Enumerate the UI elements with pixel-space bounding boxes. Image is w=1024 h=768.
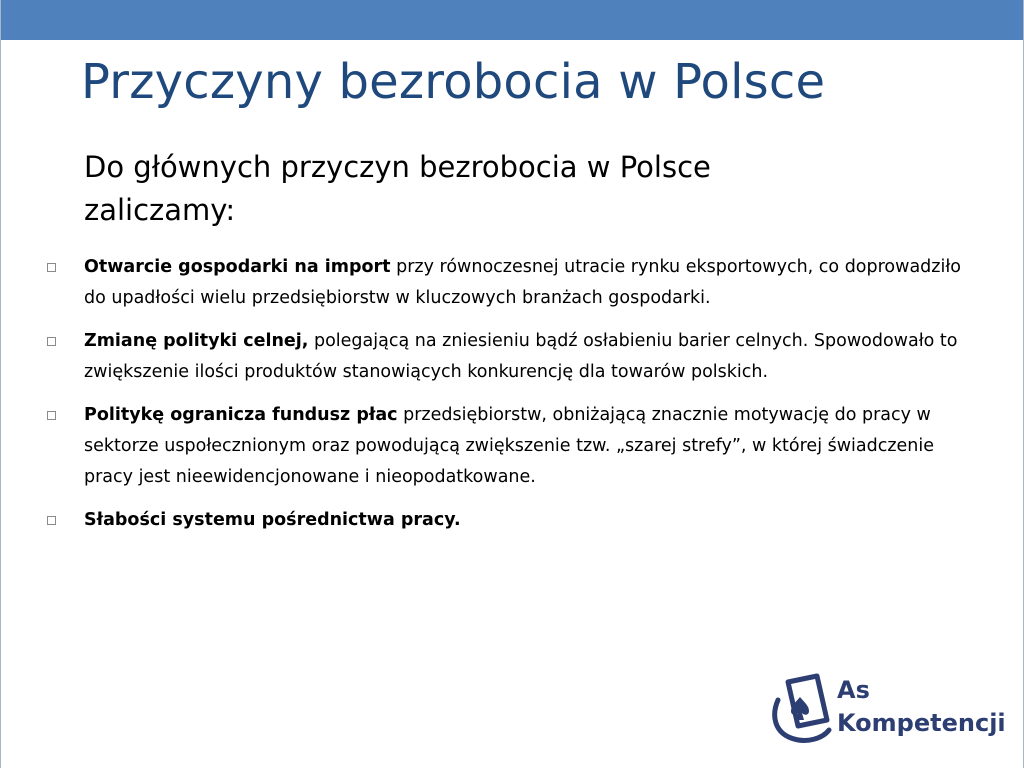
top-accent-bar [1, 0, 1024, 40]
bullet-item [47, 400, 977, 493]
spade-card-icon [769, 672, 833, 744]
bullet-list [47, 252, 977, 548]
bullet-text: polegającą na zniesieniu bądź osłabieniu barier celnych. Spowodowało to zwiększenie ilości produktów stanowiących konkurencję dla towarów polskich. [84, 331, 958, 382]
intro-text: Do głównych przyczyn bezrobocia w Polsce zaliczamy: [84, 150, 711, 227]
as-kompetencji-logo [769, 672, 1006, 744]
slide-title: Przyczyny bezrobocia w Polsce [81, 54, 826, 110]
logo-line-2: Kompetencji [837, 709, 1006, 737]
bullet-bold-text: Politykę ogranicza fundusz płac [84, 405, 398, 425]
bullet-text: przedsiębiorstw, obniżającą znacznie motywację do pracy w sektorze uspołecznionym oraz powodującą zwiększenie tzw. „szarej strefy”, w której świadczenie pracy jest nieewidencjonowane i nieopodatkowane. [84, 405, 935, 487]
bullet-bold-text: Słabości systemu pośrednictwa pracy. [84, 510, 461, 530]
square-bullet-icon [47, 263, 56, 272]
bullet-bold-text: Otwarcie gospodarki na import [84, 257, 391, 277]
square-bullet-icon [47, 337, 56, 346]
bullet-text: przy równoczesnej utracie rynku eksportowych, co doprowadziło do upadłości wielu przedsiębiorstw w kluczowych branżach gospodarki. [84, 257, 962, 308]
bullet-item [47, 326, 977, 388]
bullet-item [47, 252, 977, 314]
square-bullet-icon [47, 411, 56, 420]
square-bullet-icon [47, 516, 56, 525]
bullet-item [47, 505, 977, 536]
logo-text [837, 674, 1006, 740]
logo-line-1: As [837, 676, 870, 704]
bullet-bold-text: Zmianę polityki celnej, [84, 331, 309, 351]
